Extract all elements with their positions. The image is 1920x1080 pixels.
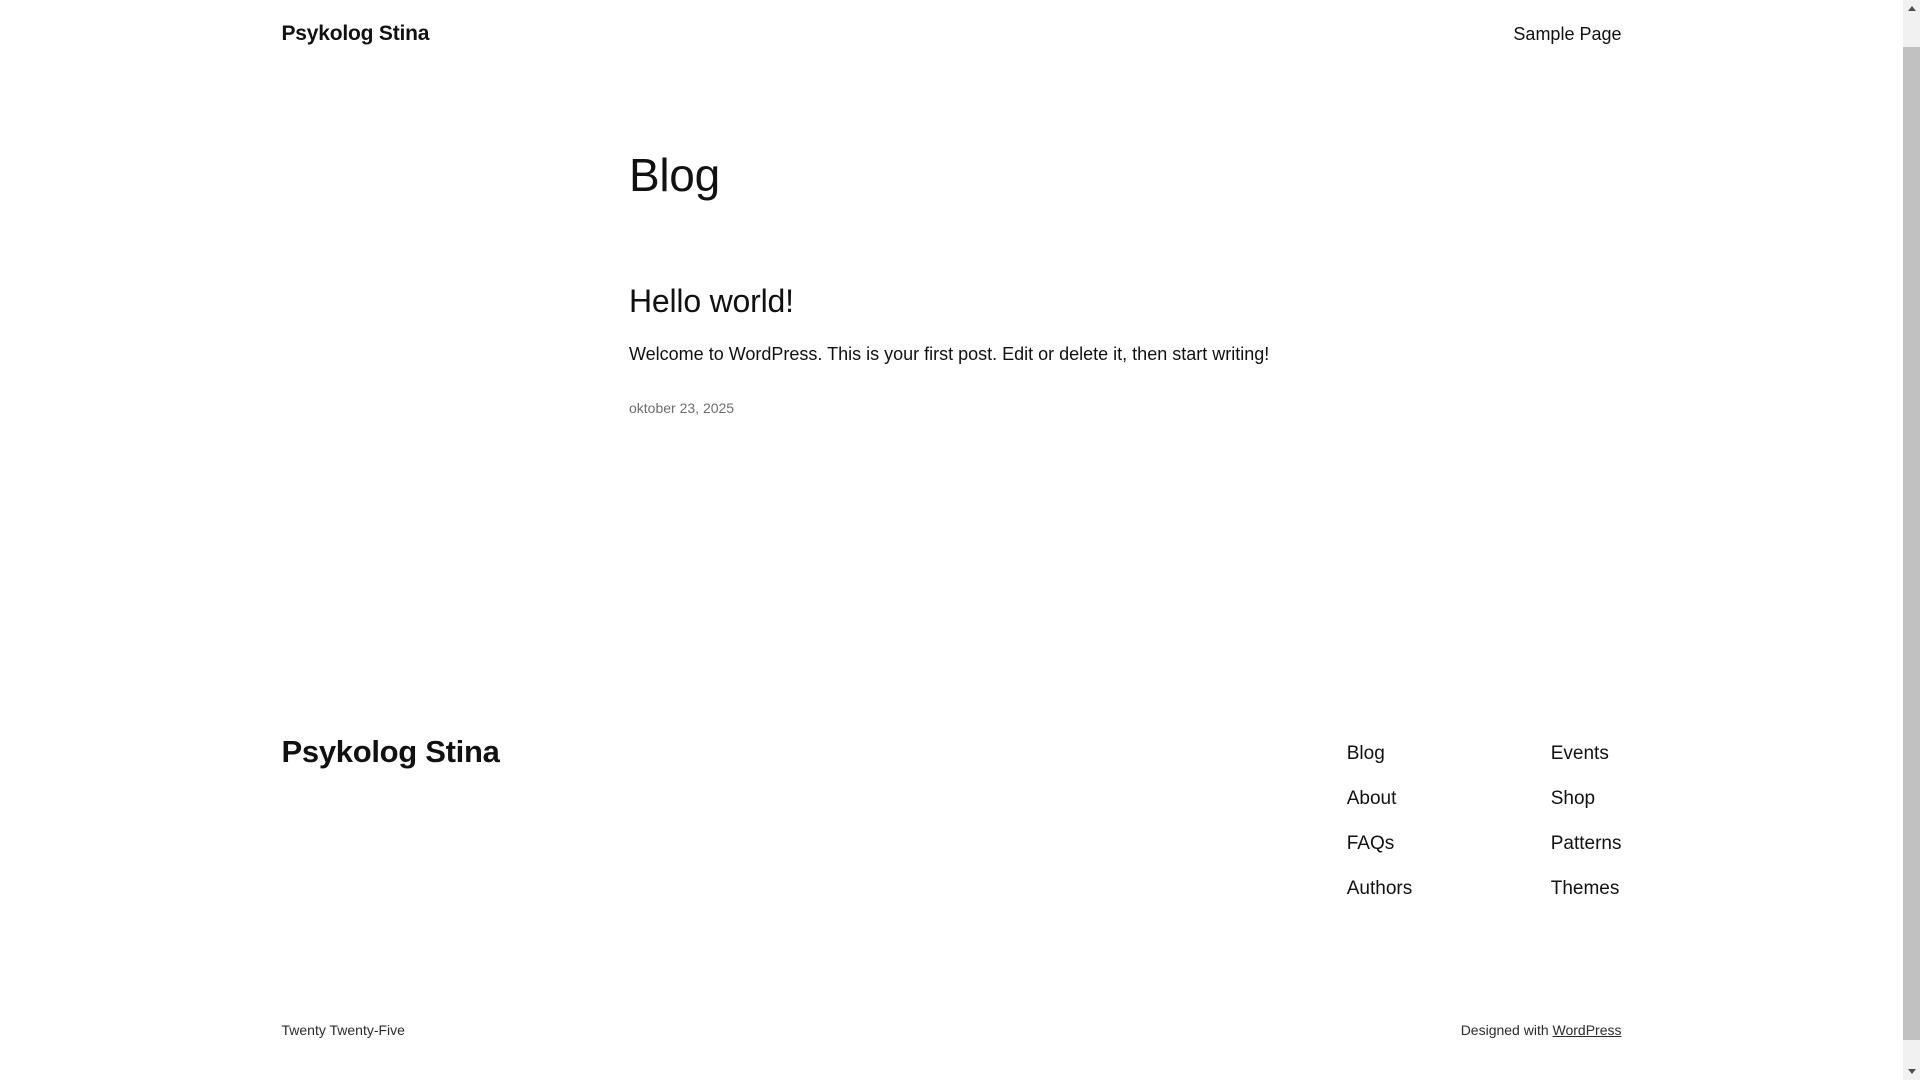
footer-site-title-link[interactable]: Psykolog Stina: [281, 734, 500, 769]
footer-links-column-1: [1347, 742, 1551, 900]
footer-link-patterns[interactable]: Patterns: [1550, 833, 1622, 854]
footer-link-faqs[interactable]: FAQs: [1346, 833, 1395, 854]
theme-name: Twenty Twenty-Five: [281, 1022, 405, 1038]
footer-link-blog[interactable]: Blog: [1346, 743, 1385, 764]
site-header: [282, 0, 1622, 47]
list-item: [1551, 877, 1622, 900]
footer-links: [1347, 733, 1622, 900]
list-item: [1347, 742, 1551, 765]
footer-link-about[interactable]: About: [1346, 788, 1397, 809]
list-item: [1347, 787, 1551, 810]
list-item: [1347, 877, 1551, 900]
post-date: oktober 23, 2025: [629, 400, 735, 416]
designed-with-prefix: Designed with: [1460, 1022, 1553, 1038]
footer-links-column-2: [1551, 742, 1622, 900]
bottom-bar: [282, 1021, 1622, 1040]
footer-link-authors[interactable]: Authors: [1346, 878, 1413, 899]
post-title-link[interactable]: Hello world!: [629, 283, 794, 319]
list-item: [1347, 832, 1551, 855]
site-title-link[interactable]: Psykolog Stina: [281, 22, 430, 45]
scroll-up-arrow-icon[interactable]: [1903, 0, 1920, 17]
wordpress-link[interactable]: WordPress: [1552, 1022, 1622, 1038]
scroll-down-arrow-icon[interactable]: [1903, 1063, 1920, 1080]
post-item: [629, 282, 1274, 418]
footer-link-shop[interactable]: Shop: [1550, 788, 1596, 809]
site-footer: [282, 733, 1622, 900]
nav-item-sample-page[interactable]: Sample Page: [1513, 24, 1622, 44]
header-nav: [1513, 22, 1621, 47]
scrollbar-thumb[interactable]: [1903, 47, 1920, 1040]
footer-link-events[interactable]: Events: [1550, 743, 1609, 764]
main-content: [0, 148, 1903, 418]
page-title: Blog: [629, 149, 720, 201]
list-item: [1551, 742, 1622, 765]
list-item: [1551, 787, 1622, 810]
list-item: [1551, 832, 1622, 855]
post-excerpt: Welcome to WordPress. This is your first post. Edit or delete it, then start writing!: [629, 344, 1270, 364]
post-title: [629, 282, 1274, 320]
designed-with: [1461, 1021, 1622, 1040]
footer-link-themes[interactable]: Themes: [1550, 878, 1620, 899]
scrollbar[interactable]: [1903, 0, 1920, 1080]
